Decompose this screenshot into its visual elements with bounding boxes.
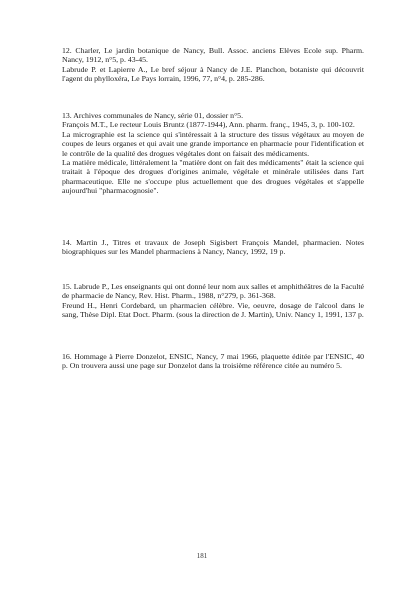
- page-number: 181: [196, 552, 208, 560]
- footnote-13-ref-1: 13. Archives communales de Nancy, série 01, dossier n°5.: [62, 111, 244, 120]
- footnote-12: [62, 46, 364, 84]
- footnote-15: [62, 282, 364, 320]
- footnote-13-matiere-medicale: La matière médicale, littéralement la "matière dont on fait des médicaments" était la science qui traitait à l'époque des drogues d'origines animale, végétale et minérale utilisées dans l'art pharmaceutique. Elle ne s'occupe plus actuellement que des drogues végétales et s'appelle aujourd'hui "pharmacognosie".: [62, 158, 364, 196]
- footnote-13-micrographie: La micrographie est la science qui s'intéressait à la structure des tissus végétaux au moyen de coupes de leurs organes et qui avait une grande importance en pharmacie pour l'identification et le contrôle de la qualité des drogues végétales dont on faisait des médicaments.: [62, 129, 364, 158]
- footnote-12-ref-2: Labrude P. et Lapierre A., Le bref séjour à Nancy de J.E. Planchon, botaniste qui découvrit l'agent du phylloxéra, Le Pays lorrain, 1996, 77, n°4, p. 285-286.: [62, 64, 364, 84]
- footnote-14-ref-1: 14. Martin J., Titres et travaux de Joseph Sigisbert François Mandel, pharmacien. Notes biographiques sur les Mandel pharmaciens à Nancy, Nancy, 1992, 19 p.: [62, 238, 364, 257]
- footnote-14: [62, 238, 364, 257]
- footnote-15-ref-2: Freund H., Henri Cordebard, un pharmacien célèbre. Vie, oeuvre, dosage de l'alcool dans le sang, Thèse Dipl. Etat Doct. Pharm. (sous la direction de J. Martin), Univ. Nancy 1, 1991, 137 p.: [62, 300, 364, 320]
- footnote-13-ref-2: François M.T., Le recteur Louis Bruntz (1877-1944), Ann. pharm. franç., 1945, 3, p. 100-102.: [62, 120, 355, 130]
- footnote-12-ref-1: 12. Charler, Le jardin botanique de Nancy, Bull. Assoc. anciens Elèves Ecole sup. Pharm. Nancy, 1912, n°5, p. 43-45.: [62, 46, 364, 65]
- footnote-16: [62, 352, 364, 371]
- footnote-15-ref-1: 15. Labrude P., Les enseignants qui ont donné leur nom aux salles et amphithéâtres de la Faculté de pharmacie de Nancy, Rev. Hist. Pharm., 1988, n°279, p. 361-368.: [62, 282, 364, 301]
- footnote-13: [62, 111, 364, 196]
- footnote-16-ref-1: 16. Hommage à Pierre Donzelot, ENSIC, Nancy, 7 mai 1966, plaquette éditée par l'ENSIC, 40 p. On trouvera aussi une page sur Donzelot dans la troisième référence citée au numéro 5.: [62, 352, 364, 371]
